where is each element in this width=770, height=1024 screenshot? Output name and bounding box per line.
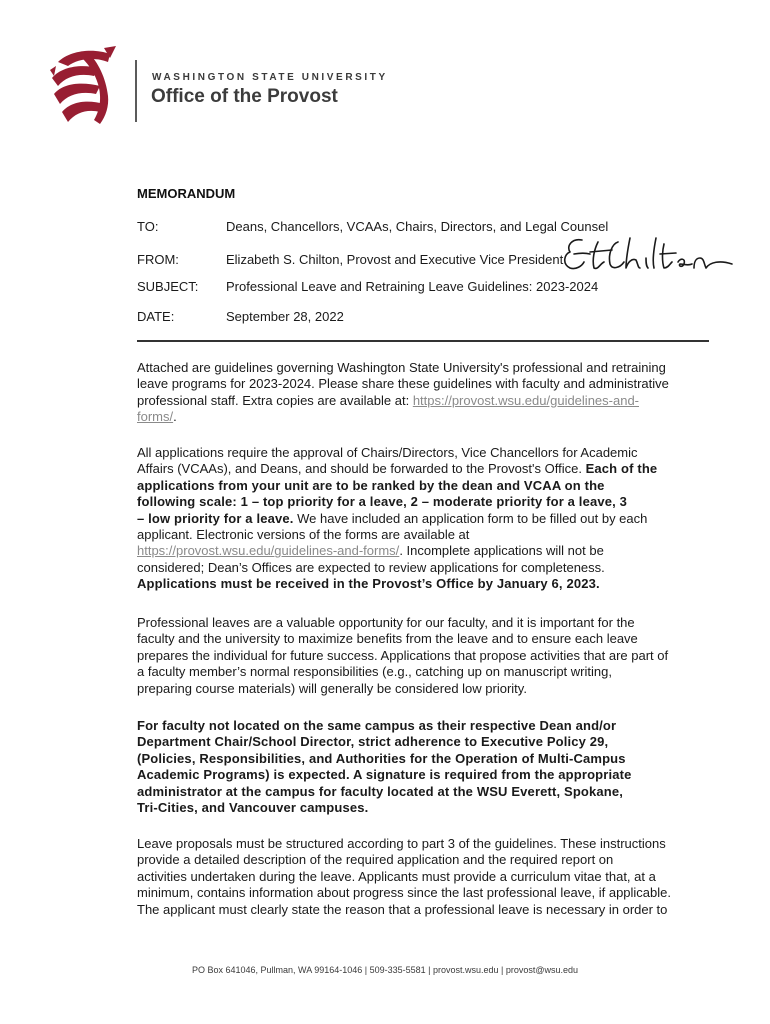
text-line: Leave proposals must be structured according to part 3 of the guidelines. These instructions (137, 836, 666, 851)
footer-contact: PO Box 641046, Pullman, WA 99164-1046 | 509-335-5581 | provost.wsu.edu | provost@wsu.edu (191, 965, 579, 975)
text-line: applicant. Electronic versions of the forms are available at (137, 527, 470, 543)
bold-segment: For faculty not located on the same campus as their respective Dean and/or (137, 718, 617, 733)
bold-segment: – low priority for a leave. (137, 510, 294, 526)
deadline-text: Applications must be received in the Provost’s Office by January 6, 2023. (137, 576, 600, 592)
paragraph-intro (137, 360, 717, 426)
text-line (137, 461, 717, 477)
from-label: FROM: (137, 252, 179, 267)
bold-segment: Tri-Cities, and Vancouver campuses. (137, 800, 369, 816)
office-name: Office of the Provost (151, 86, 338, 107)
logo-divider (135, 60, 137, 122)
text-segment: Affairs (VCAAs), and Deans, and should be forwarded to the Provost's Office. (137, 461, 586, 477)
subject-value: Professional Leave and Retraining Leave Guidelines: 2023-2024 (226, 279, 599, 294)
text-line (137, 393, 717, 409)
text-line: leave programs for 2023-2024. Please share these guidelines with faculty and administrative (137, 376, 669, 392)
memo-title: MEMORANDUM (137, 186, 236, 201)
bold-segment: Department Chair/School Director, strict adherence to Executive Policy 29, (137, 734, 609, 750)
to-label: TO: (137, 219, 159, 234)
paragraph-value (137, 615, 717, 697)
text-line: The applicant must clearly state the reason that a professional leave is necessary in order to (137, 901, 668, 917)
text-line: activities undertaken during the leave. Applicants must provide a curriculum vitae that, at a (137, 868, 656, 884)
text-line (137, 800, 717, 816)
date-label: DATE: (137, 309, 175, 324)
text-line (137, 576, 717, 592)
bold-segment: applications from your unit are to be ranked by the dean and VCAA on the (137, 477, 605, 493)
from-value: Elizabeth S. Chilton, Provost and Executive Vice President (226, 252, 564, 267)
text-line: Professional leaves are a valuable opportunity for our faculty, and it is important for the (137, 615, 635, 630)
forms-link[interactable]: https://provost.wsu.edu/guidelines-and-forms/ (137, 543, 400, 559)
date-value: September 28, 2022 (226, 309, 344, 324)
subject-label: SUBJECT: (137, 279, 199, 294)
bold-segment: following scale: 1 – top priority for a leave, 2 – moderate priority for a leave, 3 (137, 494, 627, 510)
text-line (137, 784, 717, 800)
text-line: prepares the individual for future success. Applications that propose activities that are part of (137, 647, 669, 663)
bold-segment: administrator at the campus for faculty located at the WSU Everett, Spokane, (137, 783, 624, 799)
paragraph-proposals (137, 836, 717, 918)
text-line: faculty and the university to maximize benefits from the leave and to ensure each leave (137, 631, 638, 647)
text-line (137, 409, 717, 425)
guidelines-link-continued[interactable]: forms/ (137, 409, 174, 425)
paragraph-applications (137, 445, 717, 593)
text-line: minimum, contains information about progress since the last professional leave, if applicable. (137, 885, 671, 901)
signature-image (560, 234, 735, 276)
text-line (137, 478, 717, 494)
university-name: WASHINGTON STATE UNIVERSITY (152, 72, 388, 83)
wsu-cougar-logo-icon (48, 44, 120, 126)
text-line (137, 543, 717, 559)
text-segment: professional staff. Extra copies are available at: (137, 392, 413, 408)
text-segment: . (173, 409, 177, 425)
text-line: All applications require the approval of Chairs/Directors, Vice Chancellors for Academic (137, 445, 638, 460)
bold-segment: (Policies, Responsibilities, and Authorities for the Operation of Multi-Campus (137, 750, 626, 766)
text-line (137, 511, 717, 527)
text-line: provide a detailed description of the required application and the required report on (137, 852, 614, 868)
text-line (137, 767, 717, 783)
text-line (137, 494, 717, 510)
text-line (137, 718, 717, 734)
text-line: preparing course materials) will generally be considered low priority. (137, 680, 527, 696)
paragraph-multicampus (137, 718, 717, 816)
text-segment: . Incomplete applications will not be (399, 543, 604, 559)
text-line: considered; Dean’s Offices are expected to review applications for completeness. (137, 559, 605, 575)
text-line: a faculty member’s normal responsibilities (e.g., catching up on manuscript writing, (137, 664, 612, 680)
text-line (137, 734, 717, 750)
header-divider (137, 340, 709, 342)
bold-segment: Academic Programs) is expected. A signature is required from the appropriate (137, 767, 632, 783)
guidelines-link[interactable]: https://provost.wsu.edu/guidelines-and- (412, 392, 639, 408)
to-value: Deans, Chancellors, VCAAs, Chairs, Directors, and Legal Counsel (226, 219, 609, 234)
text-segment: We have included an application form to be filled out by each (293, 510, 648, 526)
bold-segment: Each of the (585, 461, 658, 477)
text-line (137, 751, 717, 767)
text-line: Attached are guidelines governing Washington State University's professional and retraining (137, 360, 666, 375)
